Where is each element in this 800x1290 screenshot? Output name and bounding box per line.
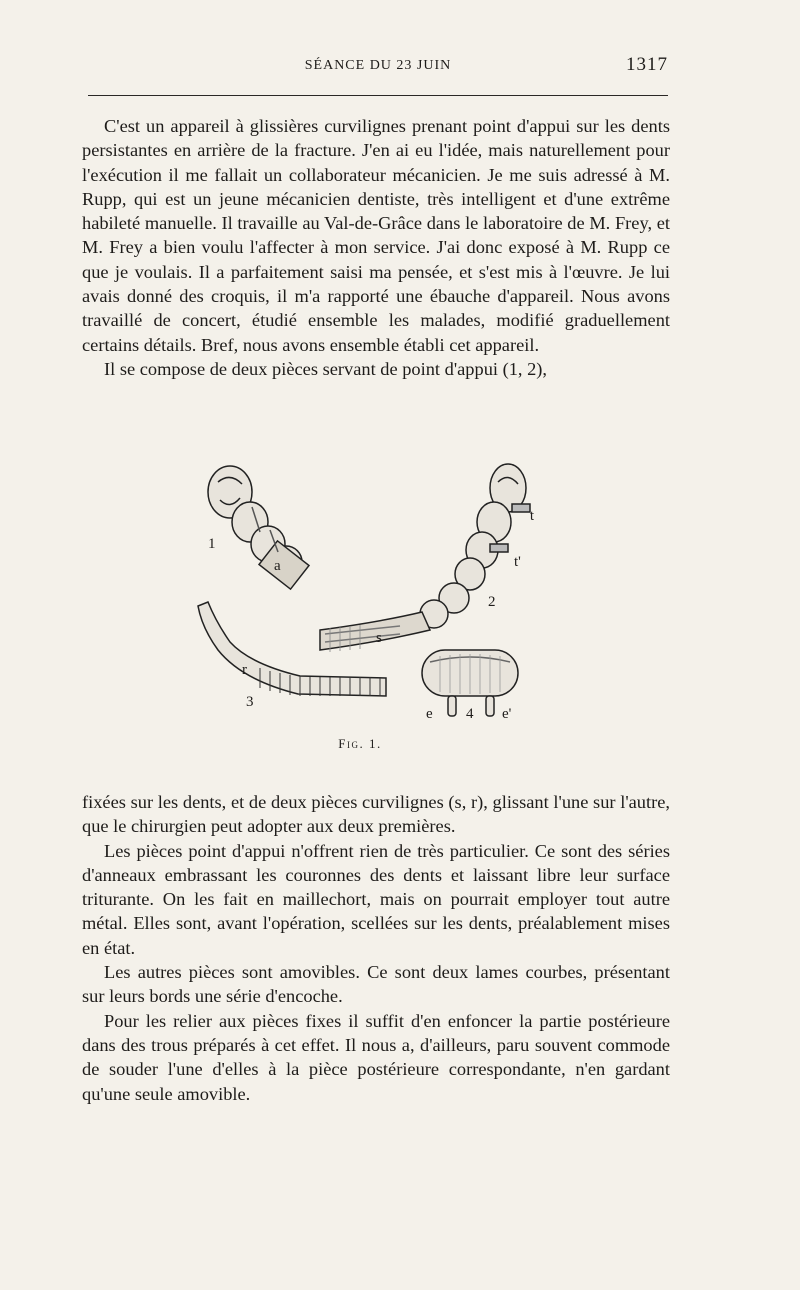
paragraph: fixées sur les dents, et de deux pièces curvilignes (s, r), glissant l'une sur l'autre, que le chirurgien peut adopter aux deux premières. [82,792,670,837]
label-e-prime: e' [502,706,512,722]
label-r: r [242,662,247,678]
label-a: a [274,558,281,574]
paragraph: Pour les relier aux pièces fixes il suffit d'en enfoncer la partie postérieure dans des trous préparés à cet effet. Il nous a, d'ailleurs, paru souvent commode de souder l'une d'elles à la pièce postérieure correspondante, n'en gardant qu'une seule amovible. [82,1010,670,1104]
figure-caption: Fig. 1. [338,736,382,751]
piece-2-drawing [320,464,530,652]
running-title: SÉANCE DU 23 JUIN [304,58,452,73]
piece-3-drawing [198,602,386,696]
paragraph: Il se compose de deux pièces servant de point d'appui (1, 2), [104,358,548,379]
label-t-prime: t' [514,554,521,570]
label-1: 1 [208,536,216,552]
piece-1-drawing [208,466,309,589]
running-header [88,54,668,88]
figure-1 [190,452,534,752]
label-e: e [426,706,433,722]
header-rule [88,95,668,96]
label-2: 2 [488,594,496,610]
label-4: 4 [466,706,474,722]
upper-text-block [82,114,670,381]
paragraph: Les autres pièces sont amovibles. Ce sont deux lames courbes, présentant sur leurs bords une série d'encoche. [82,962,670,1007]
label-3: 3 [246,694,254,710]
paragraph: C'est un appareil à glissières curvilignes prenant point d'appui sur les dents persistantes en arrière de la fracture. J'en ai eu l'idée, mais naturellement pour l'exécution il me fallait un collaborateur mécanicien. Je me suis adressé à M. Rupp, qui est un jeune mécanicien dentiste, très intelligent et d'une extrême habileté manuelle. Il travaille au Val-de-Grâce dans le laboratoire de M. Frey, et M. Frey a bien voulu l'affecter à mon service. J'ai donc exposé à M. Rupp ce que je voulais. Il a parfaitement saisi ma pensée, et s'est mis à l'œuvre. Je lui avais donné des croquis, il m'a rapporté une ébauche d'appareil. Nous avons travaillé de concert, étudié ensemble les malades, modifié graduellement certains détails. Bref, nous avons ensemble établi cet appareil. [82,116,670,355]
label-t: t [529,508,534,524]
dental-apparatus-illustration [190,452,534,752]
paragraph: Les pièces point d'appui n'offrent rien de très particulier. Ce sont des séries d'anneaux embrassant les couronnes des dents et laissant libre leur surface triturante. On les fait en maillechort, mais on pourrait employer tout autre métal. Elles sont, avant l'opération, scellées sur les dents, préalablement mises en état. [82,840,670,958]
page-number: 1317 [626,54,668,75]
label-s: s [376,630,382,646]
lower-text-block [82,790,670,1106]
